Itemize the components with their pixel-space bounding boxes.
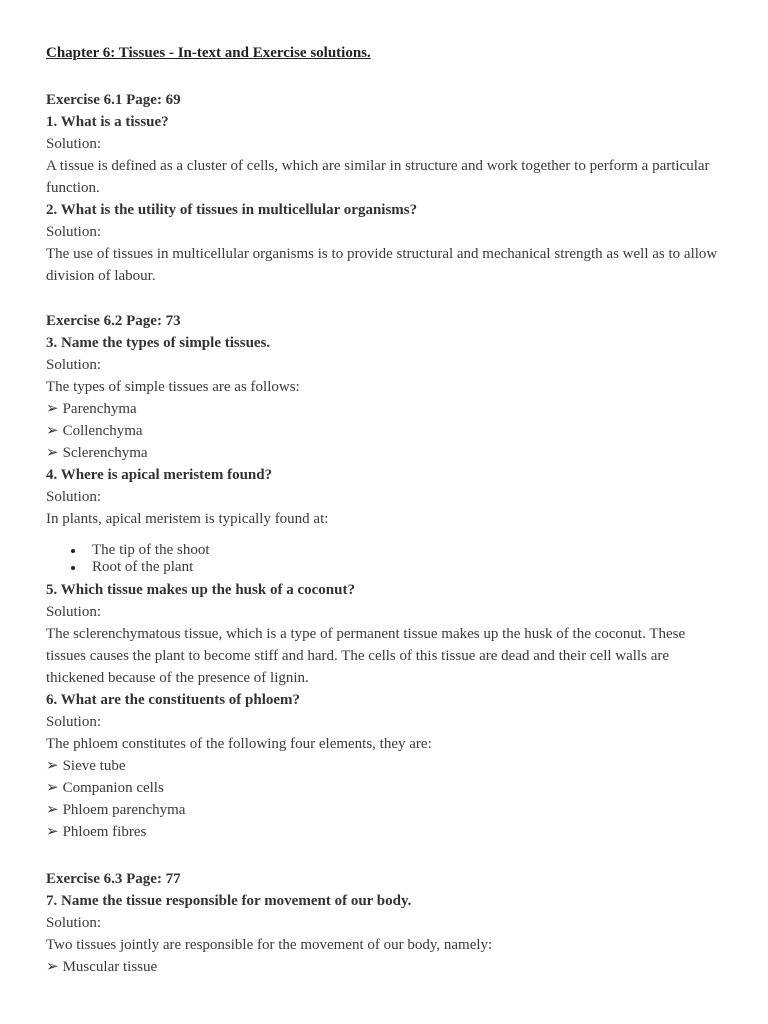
list-item: The tip of the shoot [46, 542, 722, 559]
list-item: ➢ Sieve tube [46, 758, 126, 774]
arrow-bullet-icon: ➢ [46, 445, 59, 461]
answer-6-intro: The phloem constitutes of the following four elements, they are: [46, 736, 432, 752]
solution-label: Solution: [46, 915, 102, 931]
arrow-bullet-icon: ➢ [46, 959, 59, 975]
answer-3-intro: The types of simple tissues are as follows: [46, 379, 300, 395]
list-item: ➢ Companion cells [46, 780, 164, 796]
arrow-bullet-icon: ➢ [46, 423, 59, 439]
solution-label: Solution: [46, 224, 102, 240]
arrow-bullet-icon: ➢ [46, 758, 59, 774]
list-item: ➢ Phloem parenchyma [46, 802, 186, 818]
question-4: 4. Where is apical meristem found? [46, 467, 273, 483]
question-7: 7. Name the tissue responsible for movement of our body. [46, 893, 412, 909]
list-item: ➢ Collenchyma [46, 423, 143, 439]
arrow-bullet-icon: ➢ [46, 802, 59, 818]
solution-label: Solution: [46, 136, 102, 152]
solution-label: Solution: [46, 604, 102, 620]
answer-2: The use of tissues in multicellular organisms is to provide structural and mechanical strength as well as to allow division of labour. [46, 246, 718, 284]
solution-label: Solution: [46, 357, 102, 373]
question-2: 2. What is the utility of tissues in multicellular organisms? [46, 202, 418, 218]
question-3: 3. Name the types of simple tissues. [46, 335, 271, 351]
list-item: ➢ Parenchyma [46, 401, 137, 417]
question-5: 5. Which tissue makes up the husk of a coconut? [46, 582, 355, 598]
list-item: ➢ Muscular tissue [46, 959, 158, 975]
answer-5: The sclerenchymatous tissue, which is a type of permanent tissue makes up the husk of the coconut. These tissues causes the plant to become stiff and hard. The cells of this tissue are dead and their cell walls are thickened because of the presence of lignin. [46, 626, 686, 686]
solution-label: Solution: [46, 489, 102, 505]
answer-7-intro: Two tissues jointly are responsible for the movement of our body, namely: [46, 937, 493, 953]
exercise-heading: Exercise 6.3 Page: 77 [46, 871, 181, 887]
list-item: Root of the plant [46, 559, 722, 576]
answer-1: A tissue is defined as a cluster of cells, which are similar in structure and work together to perform a particular function. [46, 158, 710, 196]
exercise-6-2 [46, 310, 722, 843]
answer-4-intro: In plants, apical meristem is typically found at: [46, 511, 329, 527]
solution-label: Solution: [46, 714, 102, 730]
question-6: 6. What are the constituents of phloem? [46, 692, 301, 708]
arrow-bullet-icon: ➢ [46, 401, 59, 417]
exercise-heading: Exercise 6.2 Page: 73 [46, 313, 181, 329]
exercise-heading: Exercise 6.1 Page: 69 [46, 92, 181, 108]
apical-meristem-list [46, 542, 722, 576]
list-item: ➢ Sclerenchyma [46, 445, 148, 461]
arrow-bullet-icon: ➢ [46, 780, 59, 796]
arrow-bullet-icon: ➢ [46, 824, 59, 840]
question-1: 1. What is a tissue? [46, 114, 169, 130]
chapter-title: Chapter 6: Tissues - In-text and Exercise solutions. [46, 45, 371, 61]
exercise-6-3 [46, 868, 722, 978]
list-item: ➢ Phloem fibres [46, 824, 147, 840]
exercise-6-1 [46, 89, 722, 287]
